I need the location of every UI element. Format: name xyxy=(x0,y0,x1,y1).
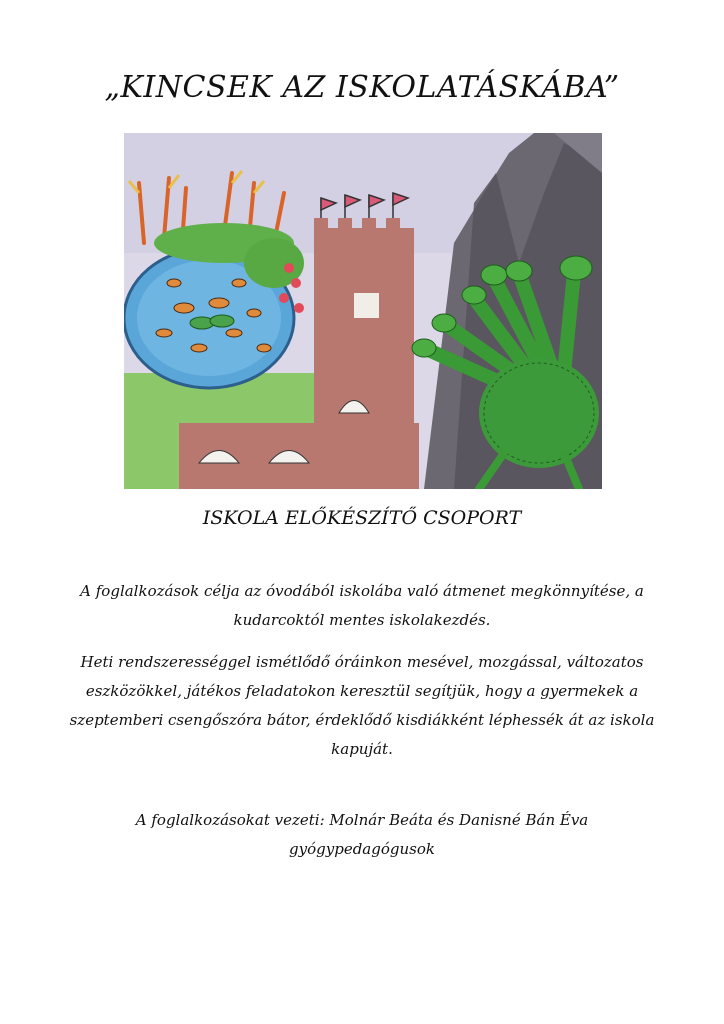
paragraph-purpose: A foglalkozások célja az óvodából iskolába való átmenet megkönnyítése, a kudarcoktól mentes iskolakezdés. xyxy=(80,582,644,629)
paragraph-leaders: A foglalkozásokat vezeti: Molnár Beáta és Danisné Bán Éva gyógypedagógusok xyxy=(135,811,589,858)
group-subtitle: ISKOLA ELŐKÉSZÍTŐ CSOPORT xyxy=(202,507,522,529)
paragraph-description: Heti rendszerességgel ismétlődő óráinkon mesével, mozgással, változatos eszközökkel, játékos feladatokon keresztül segítjük, hogy a gyermekek a szeptemberi csengőszóra bátor, érdeklődő kisdiákként léphessék át az iskola kapuját. xyxy=(69,653,655,758)
children-drawing-illustration xyxy=(124,133,602,489)
page-title: „KINCSEK AZ ISKOLATÁSKÁBA” xyxy=(104,70,620,105)
